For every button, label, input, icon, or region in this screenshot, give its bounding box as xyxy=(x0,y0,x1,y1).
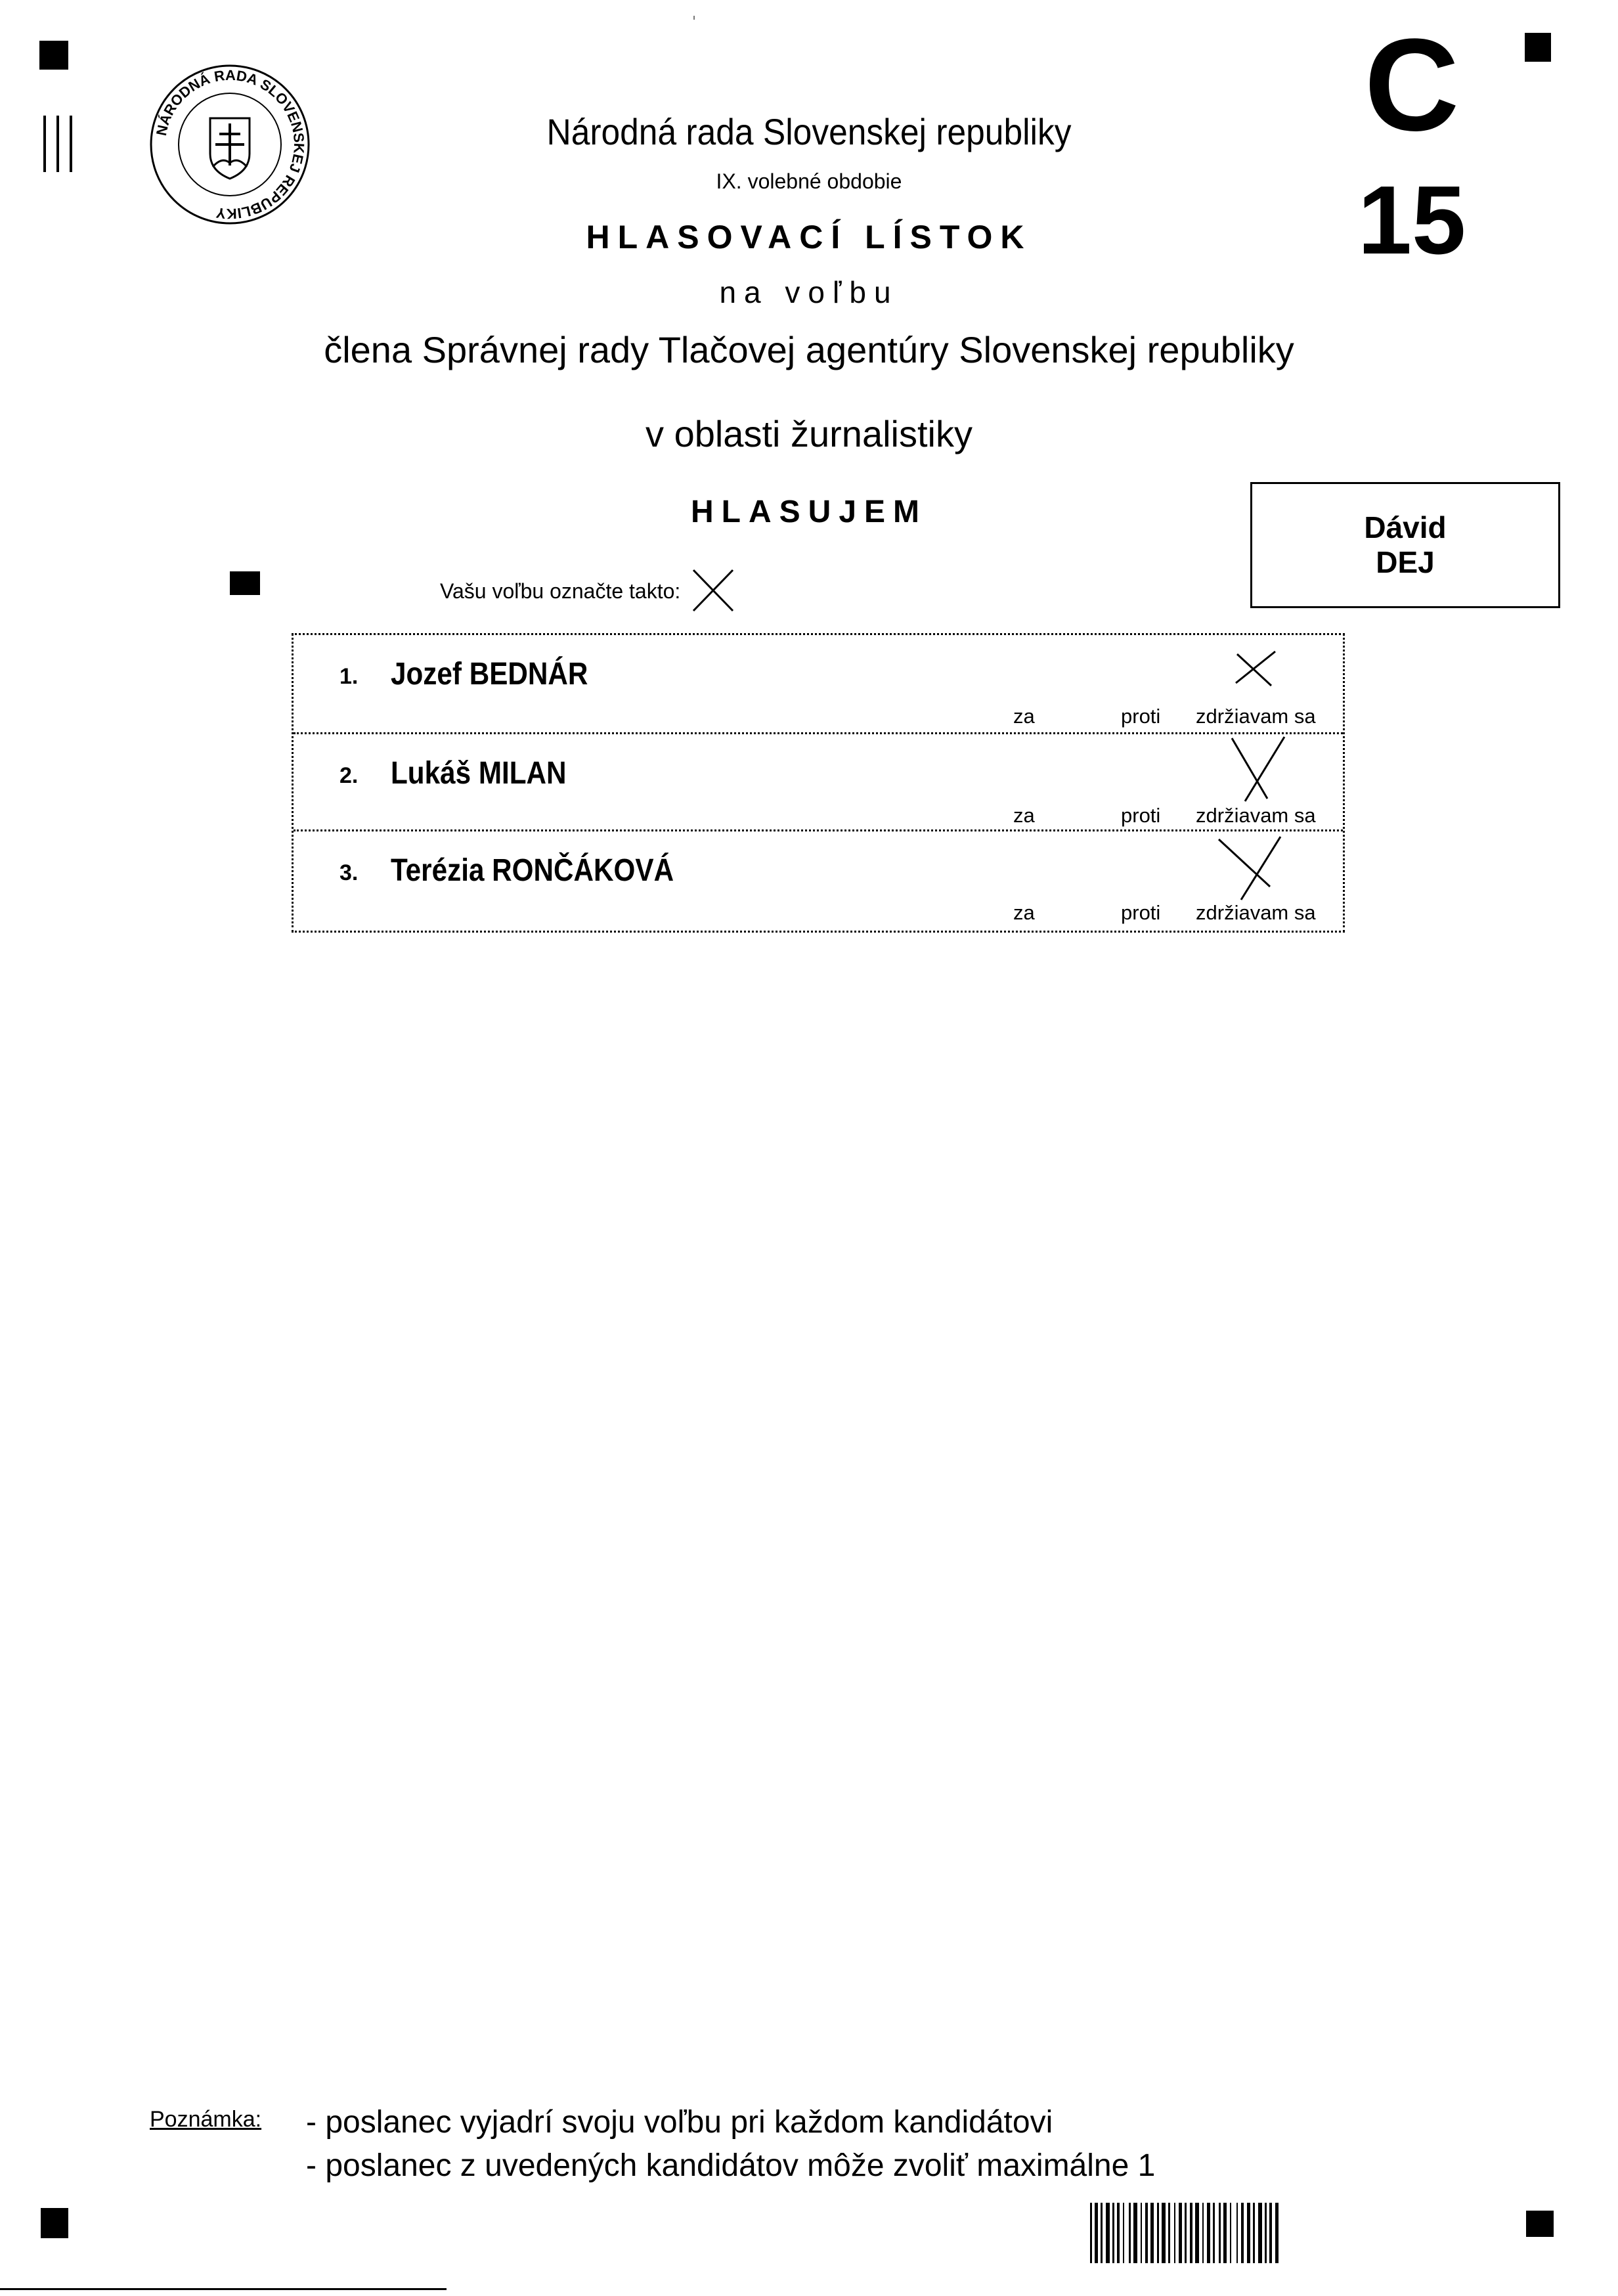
barcode-bar xyxy=(1123,2203,1124,2263)
candidate-name: Terézia RONČÁKOVÁ xyxy=(391,853,674,888)
barcode-bar xyxy=(1258,2203,1262,2263)
example-cross-icon xyxy=(692,569,734,612)
barcode-bar xyxy=(1168,2203,1170,2263)
registration-mark-bottom-left xyxy=(41,2208,68,2238)
barcode-bar xyxy=(1213,2203,1215,2263)
ballot-heading: HLASOVACÍ LÍSTOK xyxy=(586,219,1032,255)
barcode-bar xyxy=(1117,2203,1120,2263)
barcode-bar xyxy=(1236,2203,1238,2263)
option-zdrziavam[interactable]: zdržiavam sa xyxy=(1196,804,1316,827)
candidate-name: Lukáš MILAN xyxy=(391,756,567,791)
barcode-bar xyxy=(1145,2203,1148,2263)
barcode-bar xyxy=(1157,2203,1159,2263)
candidates-table xyxy=(292,633,1345,933)
candidate-number: 1. xyxy=(339,664,359,689)
instruction-label: Vašu voľbu označte takto: xyxy=(440,579,681,603)
option-zdrziavam[interactable]: zdržiavam sa xyxy=(1196,901,1316,924)
ballot-series-letter: C xyxy=(1364,12,1460,158)
barcode-bar xyxy=(1179,2203,1182,2263)
deputy-first-name: Dávid xyxy=(1364,510,1447,545)
barcode-bar xyxy=(1195,2203,1199,2263)
deputy-last-name: DEJ xyxy=(1376,545,1435,579)
barcode-bar xyxy=(1090,2203,1092,2263)
option-za[interactable]: za xyxy=(1013,901,1035,924)
barcode-bar xyxy=(1207,2203,1210,2263)
barcode-bar xyxy=(1129,2203,1131,2263)
barcode-bar xyxy=(1150,2203,1154,2263)
barcode-bar xyxy=(1162,2203,1166,2263)
registration-mark-top-right xyxy=(1525,33,1551,62)
registration-mark-bottom-right xyxy=(1526,2211,1554,2237)
vote-heading: HLASUJEM xyxy=(690,495,928,529)
barcode-bar xyxy=(1230,2203,1231,2263)
barcode-bar xyxy=(1265,2203,1267,2263)
vote-cross-mark-1 xyxy=(1233,650,1279,690)
option-za[interactable]: za xyxy=(1013,705,1035,728)
candidate-row xyxy=(294,829,1343,929)
candidate-number: 2. xyxy=(339,763,359,788)
page-title: Národná rada Slovenskej republiky xyxy=(546,111,1072,152)
barcode-bar xyxy=(1275,2203,1279,2263)
area-label: v oblasti žurnalistiky xyxy=(645,413,973,454)
barcode-bar xyxy=(1101,2203,1103,2263)
note-label: Poznámka: xyxy=(150,2107,262,2132)
option-za[interactable]: za xyxy=(1013,804,1035,827)
election-label: na voľbu xyxy=(719,275,899,309)
candidate-name: Jozef BEDNÁR xyxy=(391,657,588,692)
barcode-bar xyxy=(1112,2203,1114,2263)
ballot-series-number: 15 xyxy=(1357,166,1466,275)
barcode-bar xyxy=(1202,2203,1204,2263)
option-zdrziavam[interactable]: zdržiavam sa xyxy=(1196,705,1316,728)
barcode-bar xyxy=(1223,2203,1227,2263)
barcode-bar xyxy=(1106,2203,1110,2263)
barcode-bar xyxy=(1133,2203,1137,2263)
barcode-bar xyxy=(1185,2203,1187,2263)
note-line-2: - poslanec z uvedených kandidátov môže zvoliť maximálne 1 xyxy=(306,2148,1156,2183)
barcode-bar xyxy=(1269,2203,1272,2263)
candidate-number: 3. xyxy=(339,860,359,885)
page-edge-line xyxy=(0,2288,447,2290)
position-title: člena Správnej rady Tlačovej agentúry Slovenskej republiky xyxy=(324,329,1294,370)
barcode-bar xyxy=(1241,2203,1244,2263)
registration-mark-left xyxy=(230,571,260,595)
barcode-bar xyxy=(1174,2203,1175,2263)
seal-text: NÁRODNÁ RADA SLOVENSKEJ REPUBLIKY xyxy=(152,66,308,223)
barcode xyxy=(1090,2203,1464,2263)
barcode-bar xyxy=(1095,2203,1098,2263)
barcode-bar xyxy=(1190,2203,1192,2263)
term-subtitle: IX. volebné obdobie xyxy=(716,169,902,193)
registration-mark-top-left xyxy=(39,41,68,70)
scan-dot xyxy=(693,16,695,20)
barcode-bar xyxy=(1253,2203,1255,2263)
note-line-1: - poslanec vyjadrí svoju voľbu pri každom kandidátovi xyxy=(306,2105,1053,2140)
option-proti[interactable]: proti xyxy=(1121,804,1161,827)
vote-cross-mark-3 xyxy=(1215,834,1287,902)
barcode-bar xyxy=(1219,2203,1221,2263)
option-proti[interactable]: proti xyxy=(1121,705,1161,728)
vote-cross-mark-2 xyxy=(1227,734,1288,803)
option-proti[interactable]: proti xyxy=(1121,901,1161,924)
barcode-bar xyxy=(1247,2203,1250,2263)
candidate-row xyxy=(294,635,1343,732)
deputy-name-box xyxy=(1250,482,1560,608)
barcode-bar xyxy=(1141,2203,1142,2263)
candidate-row xyxy=(294,732,1343,831)
